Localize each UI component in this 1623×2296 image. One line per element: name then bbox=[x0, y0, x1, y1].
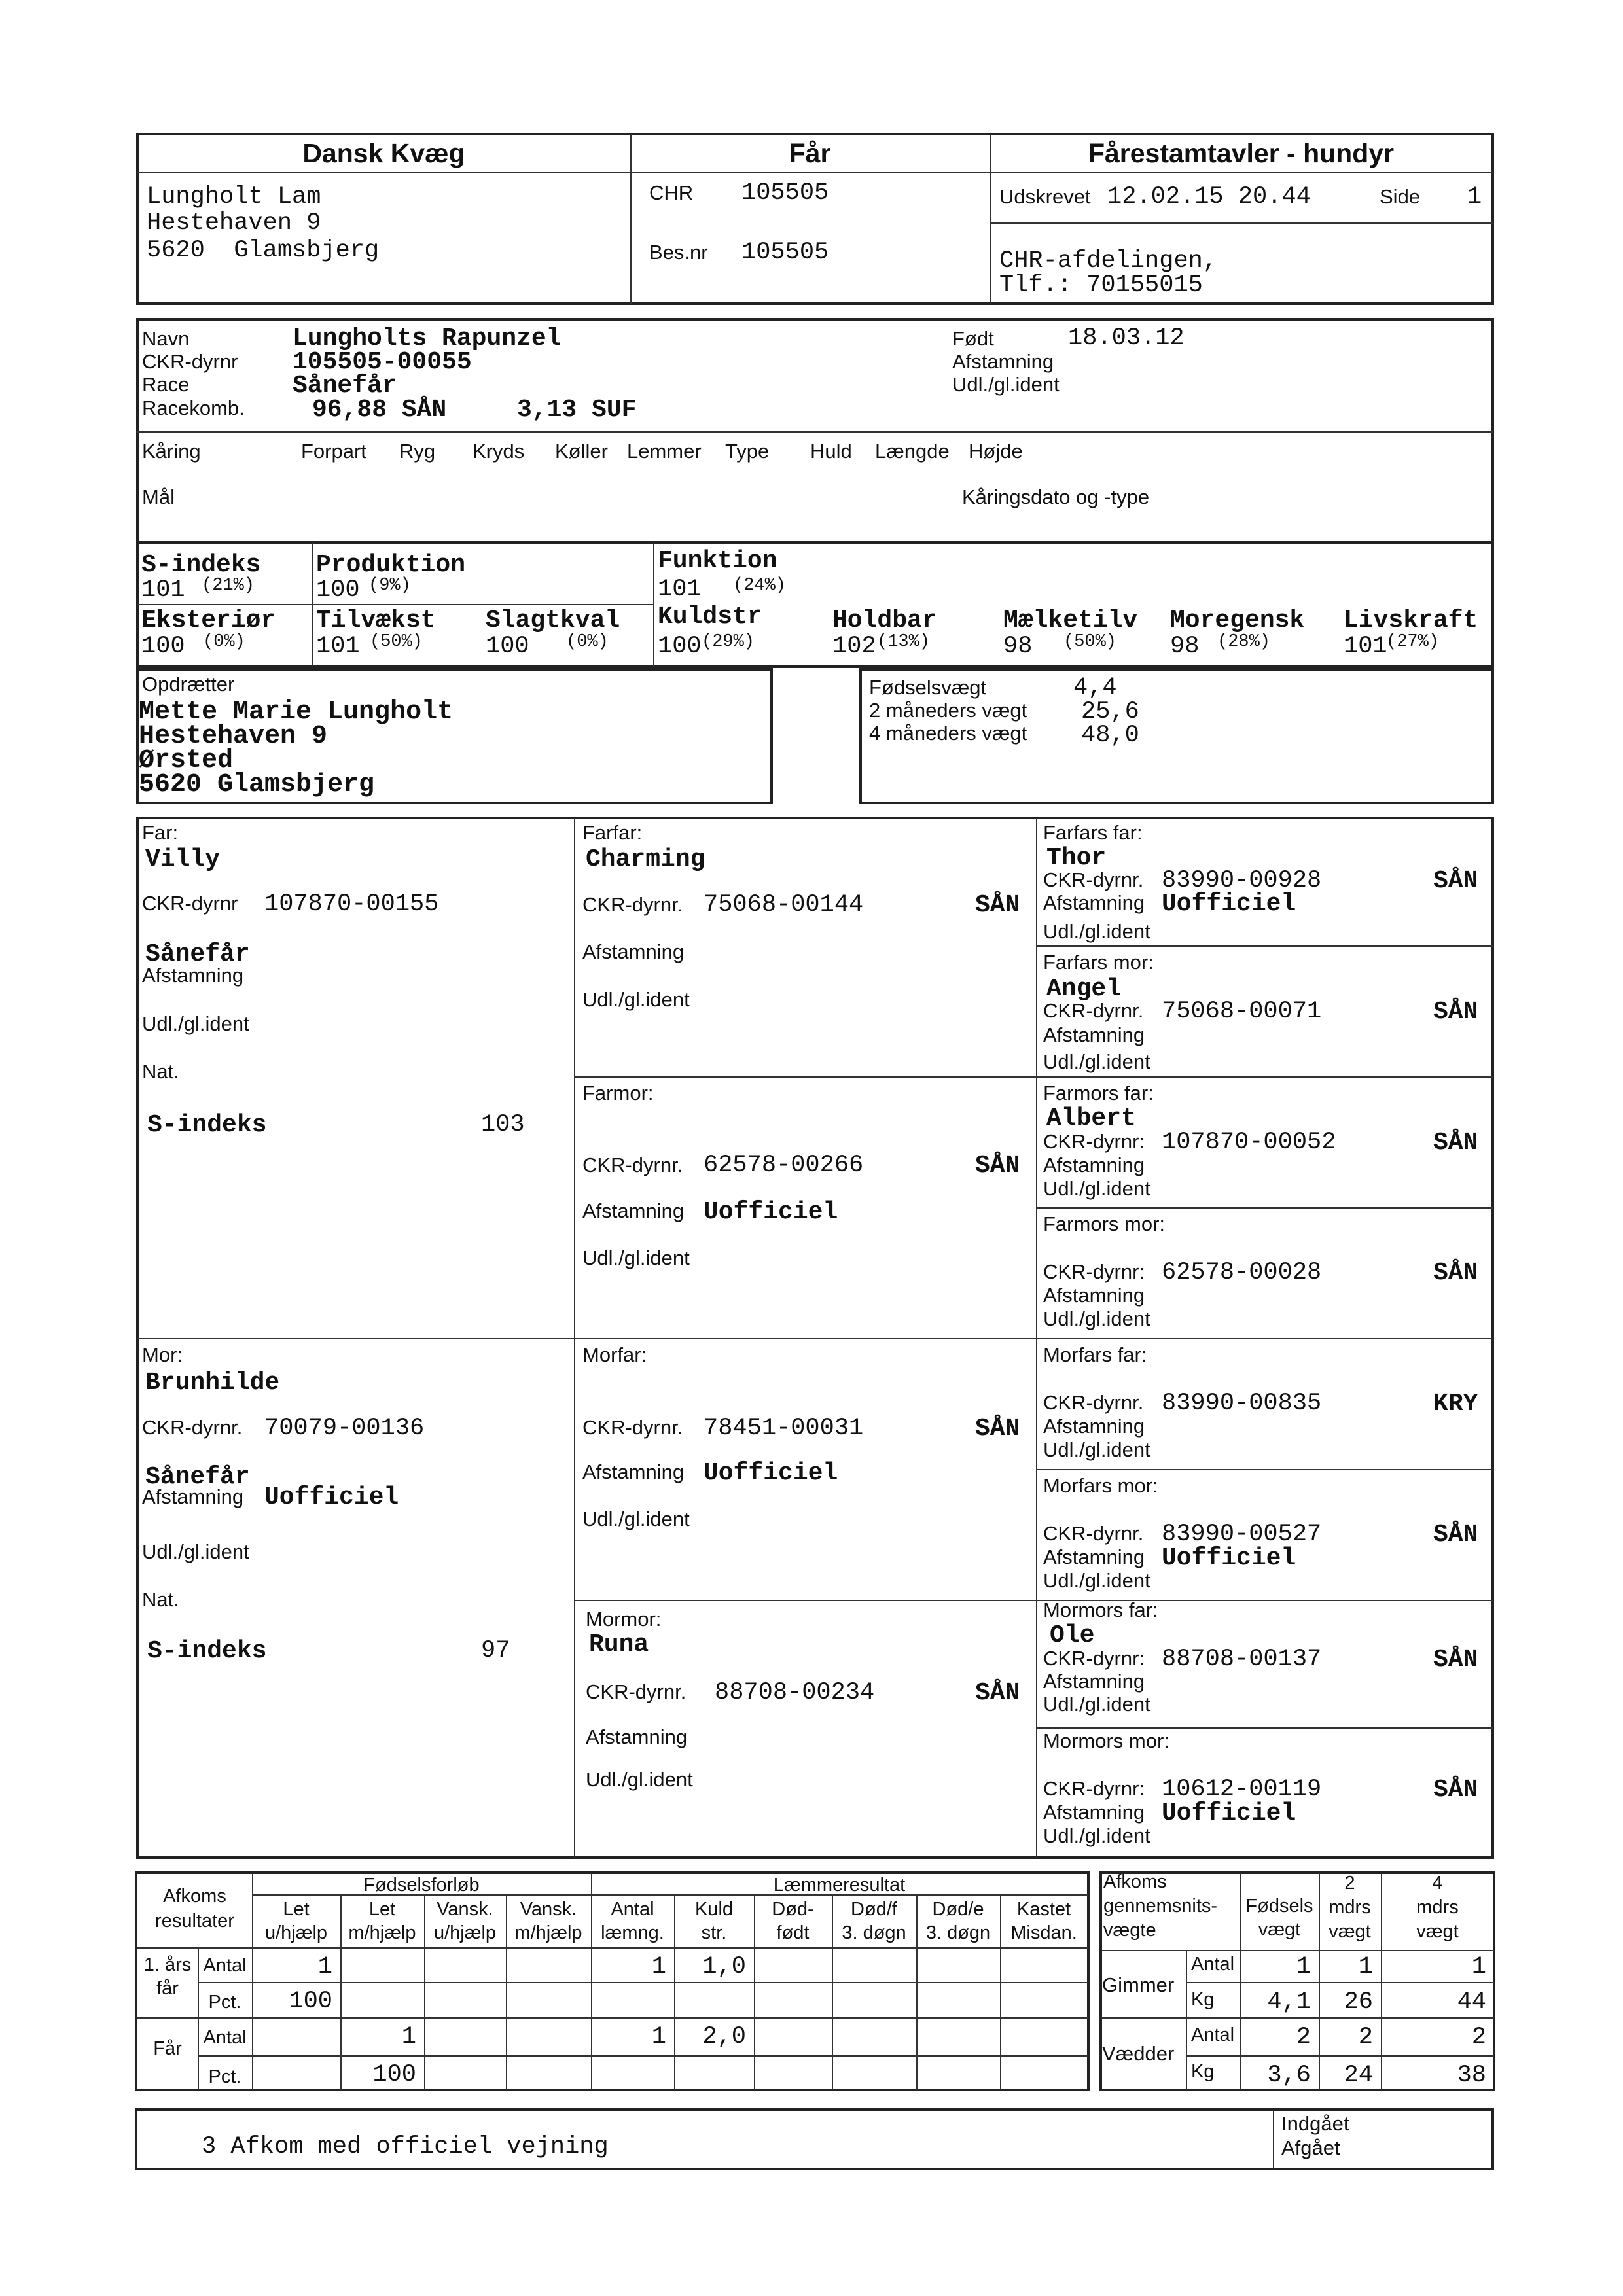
farfarsfar-label: Farfars far: bbox=[1043, 821, 1143, 844]
eksterior-pct: (0%) bbox=[203, 632, 245, 652]
morfar-race: SÅN bbox=[975, 1415, 1020, 1443]
farfar-label: Farfar: bbox=[582, 821, 643, 844]
livskraft-pct: (27%) bbox=[1386, 632, 1440, 652]
racekomb-label: Racekomb. bbox=[142, 397, 245, 419]
afstamning-label: Afstamning bbox=[952, 350, 1054, 373]
morfarsfar-label: Morfars far: bbox=[1043, 1343, 1147, 1366]
mormor-race: SÅN bbox=[975, 1679, 1020, 1707]
slagtkval-label: Slagtkval bbox=[486, 607, 620, 635]
slagtkval-value: 100 bbox=[486, 633, 529, 660]
born-date: 18.03.12 bbox=[1068, 325, 1185, 352]
udl-label: Udl./gl.ident bbox=[952, 373, 1060, 396]
offspring-cell: 2,0 bbox=[702, 2023, 746, 2051]
offspring-col-header-9-0: Kastet bbox=[1016, 1899, 1071, 1920]
far-sindeks-label: S-indeks bbox=[147, 1111, 267, 1139]
species: Får bbox=[789, 138, 831, 168]
page-label: Side bbox=[1380, 185, 1421, 208]
doc-title: Fårestamtavler - hundyr bbox=[1088, 138, 1395, 168]
sindeks-pct: (21%) bbox=[202, 576, 255, 595]
offspring-cell: 1 bbox=[651, 2023, 666, 2051]
farfar-race: SÅN bbox=[975, 891, 1020, 919]
mor-afst-label: Afstamning bbox=[142, 1485, 244, 1508]
aw-col2-2: mdrs bbox=[1329, 1897, 1371, 1918]
born-label: Født bbox=[952, 327, 994, 350]
vaedder-kg-label: Kg bbox=[1191, 2061, 1215, 2082]
far-sindeks-value: 103 bbox=[481, 1111, 525, 1139]
breeder-line-2: Hestehaven 9 bbox=[139, 722, 328, 751]
farfarsfar-ckr-label: CKR-dyrnr. bbox=[1043, 868, 1144, 891]
farmorsmor-afst-label: Afstamning bbox=[1043, 1284, 1145, 1307]
funktion-label: Funktion bbox=[658, 547, 777, 575]
farmor-race: SÅN bbox=[975, 1152, 1020, 1180]
livskraft-value: 101 bbox=[1344, 633, 1387, 660]
farfarsmor-afst-label: Afstamning bbox=[1043, 1023, 1145, 1046]
far-name: Villy bbox=[145, 845, 221, 874]
breeder-line-4: 5620 Glamsbjerg bbox=[139, 770, 375, 800]
mor-sindeks-label: S-indeks bbox=[147, 1637, 267, 1665]
offspring-col-header-8-0: Død/e bbox=[932, 1899, 984, 1920]
offspring-col-header-8-1: 3. døgn bbox=[925, 1922, 991, 1943]
owner-line-3: 5620 Glamsbjerg bbox=[147, 237, 380, 264]
mor-nat-label: Nat. bbox=[142, 1588, 179, 1611]
avgweight-cell: 1 bbox=[1296, 1953, 1311, 1981]
avgweight-cell: 24 bbox=[1344, 2062, 1373, 2089]
offspring-col-header-1-1: m/hjælp bbox=[348, 1922, 416, 1943]
aw-col3-3: vægt bbox=[1416, 1921, 1459, 1942]
mor-sindeks-value: 97 bbox=[481, 1637, 510, 1665]
header-office-divider bbox=[990, 222, 1493, 224]
mormorsmor-label: Mormors mor: bbox=[1043, 1729, 1169, 1752]
far-label: Far: bbox=[142, 821, 179, 844]
m2weight-label: 2 måneders vægt bbox=[869, 699, 1027, 722]
far-udl-label: Udl./gl.ident bbox=[142, 1012, 249, 1035]
aw-col2-3: vægt bbox=[1329, 1921, 1371, 1942]
footer-divider bbox=[1273, 2110, 1274, 2169]
mor-udl-label: Udl./gl.ident bbox=[142, 1540, 249, 1563]
livskraft-label: Livskraft bbox=[1344, 607, 1478, 635]
kaaring-col-kryds: Kryds bbox=[473, 440, 525, 463]
mormor-ckr: 88708-00234 bbox=[715, 1679, 875, 1706]
farmorsfar-ckr-label: CKR-dyrnr: bbox=[1043, 1130, 1145, 1153]
farfar-ckr-label: CKR-dyrnr. bbox=[582, 893, 683, 916]
row-1aars-label-1: 1. års bbox=[143, 1954, 192, 1975]
farmor-afst-label: Afstamning bbox=[582, 1199, 685, 1222]
animal-divider bbox=[137, 431, 1493, 433]
offspring-label-1: Afkoms bbox=[163, 1886, 226, 1907]
morfarsmor-race: SÅN bbox=[1433, 1521, 1478, 1549]
farfarsmor-ckr-label: CKR-dyrnr. bbox=[1043, 999, 1144, 1022]
footer-note: 3 Afkom med officiel vejning bbox=[202, 2133, 609, 2161]
aw-col2-1: 2 bbox=[1344, 1873, 1355, 1894]
kaaring-date-label: Kåringsdato og -type bbox=[962, 486, 1150, 508]
farmorsfar-label: Farmors far: bbox=[1043, 1082, 1154, 1104]
mor-ckr-label: CKR-dyrnr. bbox=[142, 1416, 243, 1439]
morfarsmor-ckr: 83990-00527 bbox=[1162, 1521, 1322, 1548]
ped-h-g3-1 bbox=[1036, 945, 1493, 947]
moregensk-value: 98 bbox=[1170, 633, 1200, 660]
far-afst-label: Afstamning bbox=[142, 964, 244, 987]
offspring-col-header-0-1: u/hjælp bbox=[264, 1922, 328, 1943]
mormorsmor-ckr: 10612-00119 bbox=[1162, 1776, 1322, 1803]
morfarsfar-afst-label: Afstamning bbox=[1043, 1415, 1145, 1438]
offspring-col-header-1-0: Let bbox=[368, 1899, 396, 1920]
avgweight-cell: 1 bbox=[1471, 1953, 1486, 1981]
offspring-cell: 100 bbox=[289, 1988, 332, 2015]
produktion-pct: (9%) bbox=[368, 576, 411, 595]
offspring-col-header-4-0: Antal bbox=[611, 1899, 654, 1920]
group-fodselsforlob: Fødselsforløb bbox=[363, 1875, 480, 1896]
gimmer-antal-label: Antal bbox=[1191, 1954, 1235, 1975]
offspring-col-header-6-1: født bbox=[776, 1922, 810, 1943]
morfarsfar-ckr: 83990-00835 bbox=[1162, 1390, 1322, 1417]
farmor-udl-label: Udl./gl.ident bbox=[582, 1246, 690, 1269]
mormor-afst-label: Afstamning bbox=[586, 1725, 688, 1748]
far-ckr: 107870-00155 bbox=[264, 891, 439, 918]
row-1aars-label-2: får bbox=[156, 1978, 179, 1999]
morfar-ckr-label: CKR-dyrnr. bbox=[582, 1416, 683, 1439]
ped-h-mormor bbox=[574, 1600, 1036, 1601]
avgweight-cell: 1 bbox=[1358, 1953, 1373, 1981]
f-antal-label: Antal bbox=[203, 2027, 247, 2048]
mormorsfar-afst-label: Afstamning bbox=[1043, 1670, 1145, 1693]
name-label: Navn bbox=[142, 327, 190, 350]
mor-ckr: 70079-00136 bbox=[264, 1415, 425, 1442]
m4weight-value: 48,0 bbox=[1081, 722, 1139, 749]
besnr-label: Bes.nr bbox=[649, 241, 708, 264]
mormor-udl-label: Udl./gl.ident bbox=[586, 1768, 693, 1791]
r1-pct-label: Pct. bbox=[208, 1992, 241, 2013]
farfar-ckr: 75068-00144 bbox=[704, 891, 864, 919]
offspring-cell: 100 bbox=[372, 2061, 416, 2089]
slagtkval-pct: (0%) bbox=[566, 632, 609, 652]
vaedder-label: Vædder bbox=[1102, 2042, 1175, 2065]
gimmer-label: Gimmer bbox=[1102, 1973, 1175, 1996]
avgweight-cell: 38 bbox=[1457, 2062, 1486, 2089]
maelketilv-value: 98 bbox=[1003, 633, 1033, 660]
produktion-label: Produktion bbox=[316, 551, 466, 579]
off-h-mid bbox=[137, 2017, 1088, 2019]
farmorsfar-name: Albert bbox=[1046, 1104, 1136, 1133]
mormorsfar-udl-label: Udl./gl.ident bbox=[1043, 1693, 1150, 1716]
morfar-afst-label: Afstamning bbox=[582, 1460, 685, 1483]
avgweight-cell: 26 bbox=[1344, 1988, 1373, 2016]
off-h-r3 bbox=[198, 2055, 1088, 2057]
holdbar-value: 102 bbox=[832, 633, 876, 660]
aw-col1-1: Fødsels bbox=[1245, 1896, 1313, 1916]
animal-name: Lungholts Rapunzel bbox=[293, 325, 562, 353]
mormorsmor-race: SÅN bbox=[1433, 1776, 1478, 1804]
farfarsmor-label: Farfars mor: bbox=[1043, 951, 1154, 974]
offspring-col-header-5-1: str. bbox=[701, 1922, 727, 1943]
printed-value: 12.02.15 20.44 bbox=[1107, 183, 1311, 211]
mormorsfar-label: Mormors far: bbox=[1043, 1598, 1158, 1621]
produktion-value: 100 bbox=[316, 576, 360, 604]
aw-label-2: gennemsnits- bbox=[1103, 1896, 1218, 1916]
avgweight-cell: 44 bbox=[1457, 1988, 1486, 2016]
farfarsmor-udl-label: Udl./gl.ident bbox=[1043, 1050, 1150, 1073]
chr-value: 105505 bbox=[741, 179, 829, 207]
farmor-ckr-label: CKR-dyrnr. bbox=[582, 1154, 683, 1176]
morfarsfar-udl-label: Udl./gl.ident bbox=[1043, 1438, 1150, 1461]
farfar-name: Charming bbox=[586, 845, 705, 874]
breeder-line-1: Mette Marie Lungholt bbox=[139, 698, 454, 727]
farmorsmor-label: Farmors mor: bbox=[1043, 1212, 1165, 1235]
kaaring-col-laengde: Længde bbox=[875, 440, 950, 463]
offspring-col-header-2-1: u/hjælp bbox=[433, 1922, 497, 1943]
offspring-col-header-4-1: læmng. bbox=[601, 1922, 664, 1943]
afgaet-label: Afgået bbox=[1281, 2136, 1340, 2159]
group-laemmeresultat: Læmmeresultat bbox=[773, 1875, 906, 1896]
far-ckr-label: CKR-dyrnr bbox=[142, 892, 238, 915]
kaaring-col-type: Type bbox=[725, 440, 770, 463]
offspring-col-header-9-1: Misdan. bbox=[1010, 1922, 1077, 1943]
mormorsmor-ckr-label: CKR-dyrnr: bbox=[1043, 1777, 1145, 1800]
farfarsfar-name: Thor bbox=[1046, 844, 1107, 872]
maal-label: Mål bbox=[142, 486, 175, 508]
morfar-ckr: 78451-00031 bbox=[704, 1415, 864, 1442]
ped-h-g3-2 bbox=[1036, 1076, 1493, 1078]
kaaring-col-ryg: Ryg bbox=[399, 440, 436, 463]
maelketilv-label: Mælketilv bbox=[1003, 607, 1138, 635]
aw-h2 bbox=[1186, 1982, 1494, 1983]
funktion-pct: (24%) bbox=[733, 576, 787, 595]
header-divider bbox=[137, 172, 1493, 173]
animal-ckr: 105505-00055 bbox=[293, 348, 472, 376]
mormor-ckr-label: CKR-dyrnr. bbox=[586, 1680, 687, 1703]
offspring-label-2: resultater bbox=[155, 1911, 234, 1932]
avgweight-cell: 4,1 bbox=[1267, 1988, 1311, 2016]
farmorsmor-ckr: 62578-00028 bbox=[1162, 1259, 1322, 1286]
idx-h1 bbox=[137, 604, 653, 605]
aw-col3-2: mdrs bbox=[1416, 1897, 1459, 1918]
farfarsfar-afst: Uofficiel bbox=[1162, 890, 1296, 918]
morfarsmor-afst: Uofficiel bbox=[1162, 1544, 1296, 1572]
mormorsfar-name: Ole bbox=[1050, 1621, 1095, 1650]
funktion-value: 101 bbox=[658, 576, 702, 603]
aw-h1 bbox=[1101, 1950, 1494, 1951]
kuldstr-pct: (29%) bbox=[702, 632, 755, 652]
morfar-udl-label: Udl./gl.ident bbox=[582, 1508, 690, 1530]
breeder-line-3: Ørsted bbox=[139, 746, 234, 775]
farmorsfar-ckr: 107870-00052 bbox=[1162, 1129, 1336, 1156]
kaaring-col-lemmer: Lemmer bbox=[627, 440, 702, 463]
printed-label: Udskrevet bbox=[999, 185, 1091, 208]
morfarsmor-ckr-label: CKR-dyrnr. bbox=[1043, 1522, 1144, 1545]
kaaring-label: Kåring bbox=[142, 440, 201, 463]
mormorsfar-ckr-label: CKR-dyrnr: bbox=[1043, 1647, 1145, 1670]
office-line-1: CHR-afdelingen, bbox=[999, 247, 1218, 275]
avgweight-cell: 3,6 bbox=[1267, 2062, 1311, 2089]
holdbar-pct: (13%) bbox=[877, 632, 931, 652]
offspring-col-header-2-0: Vansk. bbox=[437, 1899, 493, 1920]
indgaet-label: Indgået bbox=[1281, 2112, 1349, 2135]
m4weight-label: 4 måneders vægt bbox=[869, 722, 1027, 745]
owner-line-2: Hestehaven 9 bbox=[147, 209, 321, 237]
tilvaekst-value: 101 bbox=[316, 633, 360, 660]
f-pct-label: Pct. bbox=[208, 2066, 241, 2087]
tilvaekst-pct: (50%) bbox=[370, 632, 423, 652]
maelketilv-pct: (50%) bbox=[1063, 632, 1117, 652]
row-faar-label: Får bbox=[153, 2038, 182, 2059]
race-label: Race bbox=[142, 373, 190, 396]
idx-v2 bbox=[653, 543, 654, 667]
off-h-r1 bbox=[198, 1982, 1088, 1983]
aw-label-3: vægte bbox=[1103, 1920, 1156, 1941]
farfarsfar-udl-label: Udl./gl.ident bbox=[1043, 920, 1150, 943]
ped-h-g3-7 bbox=[1036, 1727, 1493, 1729]
morfarsmor-label: Morfars mor: bbox=[1043, 1474, 1158, 1497]
farfarsmor-race: SÅN bbox=[1433, 998, 1478, 1026]
aw-v4 bbox=[1186, 1950, 1187, 2090]
org-name: Dansk Kvæg bbox=[302, 138, 465, 168]
far-nat-label: Nat. bbox=[142, 1060, 179, 1083]
aw-label-1: Afkoms bbox=[1103, 1871, 1167, 1892]
kuldstr-label: Kuldstr bbox=[658, 603, 762, 631]
farmorsfar-afst-label: Afstamning bbox=[1043, 1154, 1145, 1176]
offspring-cell: 1 bbox=[401, 2023, 416, 2051]
ped-h-g3-5 bbox=[1036, 1469, 1493, 1470]
besnr-value: 105505 bbox=[741, 239, 829, 266]
aw-h3 bbox=[1101, 2017, 1494, 2019]
farfar-udl-label: Udl./gl.ident bbox=[582, 988, 690, 1011]
offspring-col-header-3-1: m/hjælp bbox=[514, 1922, 582, 1943]
animal-race: Sånefår bbox=[293, 372, 397, 400]
offspring-col-header-6-0: Død- bbox=[772, 1899, 814, 1920]
far-race: Sånefår bbox=[145, 940, 250, 968]
mor-name: Brunhilde bbox=[145, 1369, 280, 1397]
r1-antal-label: Antal bbox=[203, 1955, 247, 1976]
kuldstr-value: 100 bbox=[658, 633, 702, 660]
aw-col1-2: vægt bbox=[1258, 1919, 1301, 1940]
farmor-afst: Uofficiel bbox=[704, 1198, 838, 1226]
mormorsfar-race: SÅN bbox=[1433, 1646, 1478, 1674]
morfarsfar-ckr-label: CKR-dyrnr. bbox=[1043, 1391, 1144, 1414]
avgweight-cell: 2 bbox=[1296, 2024, 1311, 2051]
morfarsmor-udl-label: Udl./gl.ident bbox=[1043, 1569, 1150, 1592]
farmor-label: Farmor: bbox=[582, 1082, 654, 1104]
farfarsmor-ckr: 75068-00071 bbox=[1162, 998, 1322, 1025]
ped-h-farmor bbox=[574, 1076, 1036, 1078]
racekomb-2: 3,13 SUF bbox=[517, 396, 637, 424]
aw-h4 bbox=[1186, 2055, 1494, 2057]
farfarsfar-afst-label: Afstamning bbox=[1043, 891, 1145, 914]
farfarsfar-ckr: 83990-00928 bbox=[1162, 867, 1322, 894]
farfarsmor-name: Angel bbox=[1046, 975, 1122, 1003]
mormorsfar-ckr: 88708-00137 bbox=[1162, 1646, 1322, 1673]
mor-label: Mor: bbox=[142, 1343, 183, 1366]
offspring-cell: 1 bbox=[651, 1953, 666, 1981]
off-h-head bbox=[137, 1947, 1088, 1949]
mormorsmor-afst: Uofficiel bbox=[1162, 1799, 1296, 1828]
farmorsfar-udl-label: Udl./gl.ident bbox=[1043, 1177, 1150, 1200]
racekomb-1: 96,88 SÅN bbox=[312, 396, 447, 424]
breeder-label: Opdrætter bbox=[142, 673, 235, 696]
kaaring-col-koller: Køller bbox=[555, 440, 608, 463]
farmor-ckr: 62578-00266 bbox=[704, 1152, 864, 1179]
avgweight-cell: 2 bbox=[1471, 2024, 1486, 2051]
tilvaekst-label: Tilvækst bbox=[316, 607, 436, 635]
sindeks-value: 101 bbox=[141, 576, 185, 604]
kaaring-col-forpart: Forpart bbox=[301, 440, 366, 463]
offspring-col-header-5-0: Kuld bbox=[694, 1899, 734, 1920]
farfarsfar-race: SÅN bbox=[1433, 867, 1478, 895]
chr-label: CHR bbox=[649, 181, 694, 204]
morfarsfar-race: KRY bbox=[1433, 1390, 1478, 1418]
farmorsfar-race: SÅN bbox=[1433, 1129, 1478, 1157]
ped-h-g3-3 bbox=[1036, 1207, 1493, 1209]
morfar-afst: Uofficiel bbox=[704, 1459, 838, 1487]
sindeks-label: S-indeks bbox=[141, 551, 261, 579]
ped-h-mid bbox=[137, 1338, 1493, 1339]
mormorsmor-afst-label: Afstamning bbox=[1043, 1801, 1145, 1824]
kaaring-col-hojde: Højde bbox=[969, 440, 1023, 463]
mormor-name: Runa bbox=[589, 1631, 649, 1659]
gimmer-kg-label: Kg bbox=[1191, 1989, 1215, 2010]
birthweight-label: Fødselsvægt bbox=[869, 676, 987, 699]
avgweight-cell: 2 bbox=[1358, 2024, 1373, 2051]
page-number: 1 bbox=[1467, 183, 1482, 211]
moregensk-label: Moregensk bbox=[1170, 607, 1305, 635]
moregensk-pct: (28%) bbox=[1217, 632, 1271, 652]
birthweight-value: 4,4 bbox=[1073, 674, 1117, 701]
eksterior-label: Eksteriør bbox=[141, 607, 276, 635]
morfarsmor-afst-label: Afstamning bbox=[1043, 1545, 1145, 1568]
eksterior-value: 100 bbox=[141, 633, 185, 660]
owner-line-1: Lungholt Lam bbox=[147, 183, 321, 211]
holdbar-label: Holdbar bbox=[832, 607, 937, 635]
offspring-col-header-3-0: Vansk. bbox=[520, 1899, 577, 1920]
farmorsmor-udl-label: Udl./gl.ident bbox=[1043, 1307, 1150, 1330]
mormorsmor-udl-label: Udl./gl.ident bbox=[1043, 1824, 1150, 1847]
mor-race: Sånefår bbox=[145, 1463, 250, 1491]
vaedder-antal-label: Antal bbox=[1191, 2024, 1235, 2045]
offspring-cell: 1 bbox=[317, 1953, 332, 1981]
farfar-afst-label: Afstamning bbox=[582, 940, 685, 963]
ckr-label: CKR-dyrnr bbox=[142, 350, 238, 373]
mor-afst: Uofficiel bbox=[264, 1483, 399, 1511]
mormor-label: Mormor: bbox=[586, 1608, 662, 1631]
aw-col3-1: 4 bbox=[1432, 1873, 1443, 1894]
offspring-col-header-7-0: Død/f bbox=[851, 1899, 897, 1920]
morfar-label: Morfar: bbox=[582, 1343, 647, 1366]
office-line-2: Tlf.: 70155015 bbox=[999, 272, 1203, 299]
offspring-col-header-0-0: Let bbox=[283, 1899, 310, 1920]
kaaring-col-huld: Huld bbox=[810, 440, 852, 463]
offspring-cell: 1,0 bbox=[702, 1953, 746, 1981]
farmorsmor-ckr-label: CKR-dyrnr: bbox=[1043, 1260, 1145, 1283]
farmorsmor-race: SÅN bbox=[1433, 1259, 1478, 1287]
offspring-col-header-7-1: 3. døgn bbox=[842, 1922, 906, 1943]
m2weight-value: 25,6 bbox=[1081, 698, 1139, 726]
